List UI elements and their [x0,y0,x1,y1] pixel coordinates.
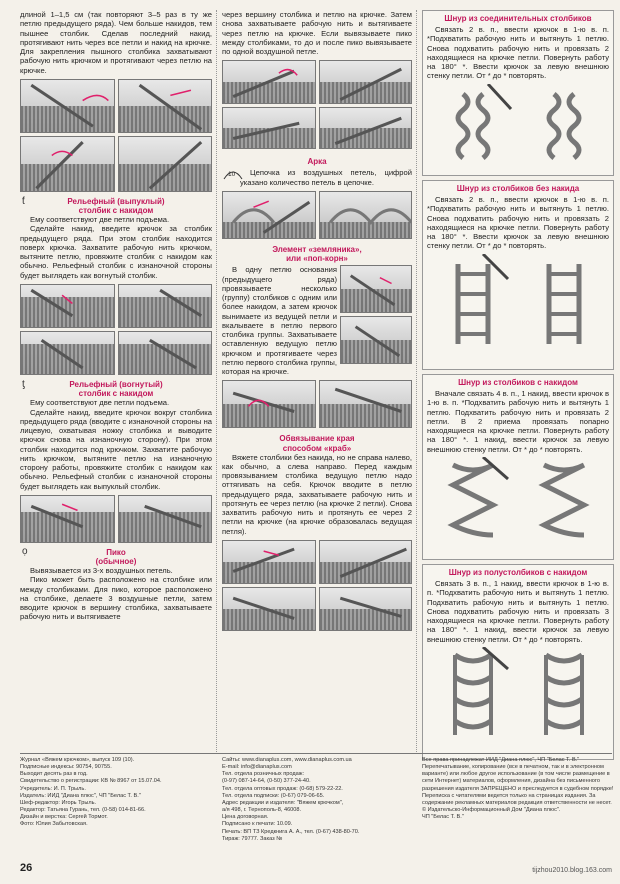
cord-photo-1 [433,647,513,743]
photo-grid [222,191,412,239]
photo-grid [222,540,412,631]
photo [319,60,413,104]
footer-line: © Издательско-Информационный Дом "Диана плюс". [422,807,561,814]
paragraph: Вначале связать 4 в. п., 1 накид, ввести крючок в 1-ю в. п. *Подхватить рабочую нить и вытянуть 1 петлю. Подхватить рабочую нить и провязать 2 петли. В 2 приема провязать попарно находящиеся на крючке петли. Повернуть работу на 180° *. 1 накид, ввести крючок за левую внешнюю стенку петли. От * до * повторять. [427,389,609,454]
photo [222,60,316,104]
box-hdc-cord [422,564,614,760]
photo [118,331,213,375]
paragraph: Ему соответствуют две петли подъема. [30,215,170,225]
cord-photo-2 [524,84,604,174]
footer-line: Тел. отдела оптовых продаж: (0-68) 579-22-22. [222,785,343,792]
cord-photo-1 [433,457,513,541]
footer-line: а/я 498, г. Тернополь-8, 46008. [222,807,302,814]
footer-line: Тел. отдела розничных продаж: [222,771,304,778]
column-divider [416,10,417,752]
box-sc-cord [422,180,614,370]
paragraph: Пико может быть расположено на столбике или между столбиками. Для пико, которое расположено на столбике, делаете 3 воздушные петли, затем вводите крючок в вершину столбика, захватываете рабочую нить и вытягиваете [20,575,212,622]
photo [222,540,316,584]
footer-line: Свидетельство о регистрации: КВ № 8967 от 15.07.04. [20,778,162,785]
paragraph: Вяжете столбики без накида, но не справа налево, как обычно, а слева направо. Перед каждым провязыванием столбика ведущую петлю надо оттягивать на себя. Крючок вводите в петлю предыдущего ряда, захватываете рабочую нить и протянуть ее через петлю (на крючке 2 петли). Снова захватить рабочую нить и протянуть ее через 2 петли на крючке (на крючке образовалась ведущая петля). [222,452,412,536]
photo [20,284,115,328]
box-title: Шнур из столбиков с накидом [458,378,578,387]
photo [118,79,213,133]
section-popcorn [222,245,412,376]
footer-line: Все права принадлежат ИИД "Диана плюс", ЧП "Белас Т. В." [422,757,580,763]
section-title: Рельефный (вогнутый) [69,379,163,389]
section-title: Пико [106,547,126,557]
paragraph: В одну петлю основания (предыдущего ряда) провязываете несколько (группу) столбиков с одним или более накидом, а затем крючок вынимаете из ведущей петли и вкалываете в петлю первого столбика группы. Захватываете оставленную ведущую петлю крючком и протягиваете через петлю первого столбика группы, которая на крючке. [222,265,337,377]
footer-rights [422,757,614,821]
section-crab [222,434,412,536]
paragraph: Связать 3 в. п., 1 накид, ввести крючок в 1-ю в. п. *Подхватить рабочую нить и вытянуть 1 петлю. Подхватить рабочую нить и вытянуть 1 петлю. Снова подхватить рабочую нить и провязать 3 находящиеся на крючке петли. Повернуть работу на 180° *. 1 накид, ввести крючок за левую внешнюю стенку петли. От * до * повторять. [427,579,609,644]
column-right [422,10,614,764]
footer-line: Шеф-редактор: Игорь Трыль. [20,799,97,806]
footer-line: Тираж: 79777. Заказ № [222,835,283,842]
relief-concave-symbol-icon: ƫ [22,378,25,390]
footer-line: E-mail: info@dianaplus.com [222,764,292,771]
box-slip-stitch-cord [422,10,614,176]
column-middle [222,10,412,631]
photo-grid [222,380,412,428]
cord-photo-2 [524,647,604,743]
footer-line: Журнал «Вяжем крючком», выпуск 109 (10). [20,757,135,763]
footer-line: Подписные индексы: 90754, 90755. [20,764,112,771]
box-title: Шнур из столбиков без накида [456,184,580,193]
paragraph: Цепочка из воздушных петель, цифрой указано количество петель в цепочке. [240,168,412,187]
section-title: Элемент «земляника», [272,244,362,254]
cord-photo-1 [433,254,513,350]
relief-convex-symbol-icon: ƭ [22,195,25,207]
footer-line: Учредитель: И. П. Трыль. [20,785,86,792]
footer-line: Редактор: Татьяна Гурань, тел. (0-58) 014-81-66. [20,807,146,814]
photo [222,107,316,149]
photo-grid [222,60,412,149]
footer-line: Перепечатывание, копирование (все в печатном, так и в электронном варианте) или любое другое использование (в том числе размещение в сети Интернет) материалов, оформления, дизайна без письменного разрешения издателя ЗАПРЕЩЕНО и преследуется в судебном порядке! [422,764,614,792]
section-subtitle: (обычное) [95,556,137,566]
section-title: Рельефный (выпуклый) [67,196,165,206]
paragraph: Вывязывается из 3-х воздушных петель. [30,566,173,576]
cord-diagram [427,254,609,350]
footer-contacts [222,757,412,843]
cord-photo-2 [524,254,604,350]
photo [20,495,115,543]
photo [222,191,316,239]
section-picot [20,545,212,622]
photo [319,107,413,149]
section-subtitle: способом «краб» [282,443,352,453]
footer-imprint [20,757,212,829]
footer-line: Издатель: ИИД "Диана плюс", ЧП "Белас Т. В." [20,792,141,799]
cord-diagram [427,84,609,174]
photo [319,380,413,428]
section-title: Обвязывание края [279,434,355,444]
section-title: Арка [307,157,327,167]
box-title: Шнур из полустолбиков с накидом [448,568,588,577]
box-title: Шнур из соединительных столбиков [444,14,592,23]
photo [340,265,412,313]
box-dc-cord [422,374,614,560]
section-relief-convex [20,197,212,280]
photo [118,136,213,192]
cord-diagram [427,457,609,541]
cord-photo-2 [524,457,604,541]
footer-line: Дизайн и верстка: Сергей Тормот. [20,814,108,821]
section-subtitle: столбик с накидом [78,389,154,399]
footer-line: Фото: Юлия Забытовская. [20,821,88,828]
footer-line: Подписано к печати: 10.09. [222,821,293,828]
photo-grid [20,79,212,192]
column-divider [216,10,217,752]
photo [20,79,115,133]
footer-rule [20,753,612,754]
footer-line: Адрес редакции и издателя: "Вяжем крючком", [222,799,344,806]
footer-line: Печать: ВП ТЗ Кредкнига А. А., тел. (0-67) 438-80-70. [222,828,360,835]
paragraph: Ему соответствуют две петли подъема. [30,398,170,408]
paragraph: Связать 2 в. п., ввести крючок в 1-ю в. п. *Подхватить рабочую нить и вытянуть 1 петлю. Снова подхватить рабочую нить и провязать 2 находящиеся на крючке петли. Повернуть работу на 180° *. Ввести крючок за левую внешнюю стенку петли. От * до * повторять. [427,25,609,81]
photo [222,380,316,428]
photo [20,331,115,375]
photo [118,495,213,543]
section-relief-concave [20,380,212,491]
paragraph: Связать 2 в. п., ввести крючок в 1-ю в. п. *Подхватить рабочую нить и вытянуть 1 петлю. Снова подхватить рабочую нить и провязать 2 находящиеся на крючке петли. Повернуть работу на 180° *. Ввести крючок за левую внешнюю стенку петли. От * до * повторять. [427,195,609,251]
section-subtitle: столбик с накидом [78,205,154,215]
footer-line: Сайты: www.dianaplus.com, www.dianaplus.com.ua [222,757,352,763]
photo [340,316,412,364]
footer-line: Цена договорная. [222,814,269,821]
photo-grid [20,284,212,375]
paragraph: через вершину столбика и петлю на крючке. Затем снова захватываете рабочую нить и вытягиваете через петлю на крючке. Если вывязываете пико между столбиками, то до и после пико вывязываете по одной воздушной петле. [222,10,412,56]
photo [319,191,413,239]
footer-line: Переписка с читателями ведется только на страницах издания. За содержание рекламных материалов редакция ответственности не несет. [422,792,612,806]
photo [222,587,316,631]
paragraph: Сделайте накид, введите крючок за столбик предыдущего ряда. При этом столбик находится поверх крючка. Захватите рабочую нить крючком, вытяните петлю, провяжите столбик с накидом как обычно. Рельефный столбик с изнаночной стороны будет выглядеть как вогнутый столбик. [20,224,212,280]
watermark-url: tijzhou2010.blog.163.com [532,867,612,874]
picot-symbol-icon: ọ [22,545,28,557]
photo [118,284,213,328]
paragraph: длиной 1–1,5 см (так повторяют 3–5 раз в ту же петлю предыдущего ряда). Чем больше накидов, тем пышнее столбик. Сделав последний накид, протягивают нить через все петли и накид на крючке. Для закрепления пышного столбика захватывают рабочую нить крючком и протягивают через петлю на крючке. [20,10,212,75]
photo-grid [20,495,212,543]
arch-count: 10 [228,171,236,179]
footer-line: ЧП "Белас Т. В." [422,814,464,821]
footer-line: Тел. отдела подписки: (0-67) 079-06-65. [222,792,325,799]
footer-line: (0-97) 087-14-64, (0-50) 377-24-40. [222,778,311,785]
footer-line: Выходит десять раз в год. [20,771,88,778]
cord-diagram [427,647,609,743]
paragraph: Сделайте накид, введите крючок вокруг столбика предыдущего ряда (вводите с изнаночной стороны на лицевую, охватывая ножку столбика и выводите крючок снова на изнаночную сторону). При этом столбик находится под крючком. Захватите рабочую нить крючком, вытяните петлю на изнаночную сторону работы, провяжите столбик с накидом как обычно. Рельефный столбик с изнаночной стороны будет выглядеть как выпуклый столбик. [20,407,212,491]
photo [20,136,115,192]
section-subtitle: или «поп-корн» [286,254,348,264]
section-arch [222,168,412,187]
column-left [20,10,212,622]
page-number: 26 [20,862,33,874]
photo [319,540,413,584]
cord-photo-1 [433,84,513,174]
photo [319,587,413,631]
